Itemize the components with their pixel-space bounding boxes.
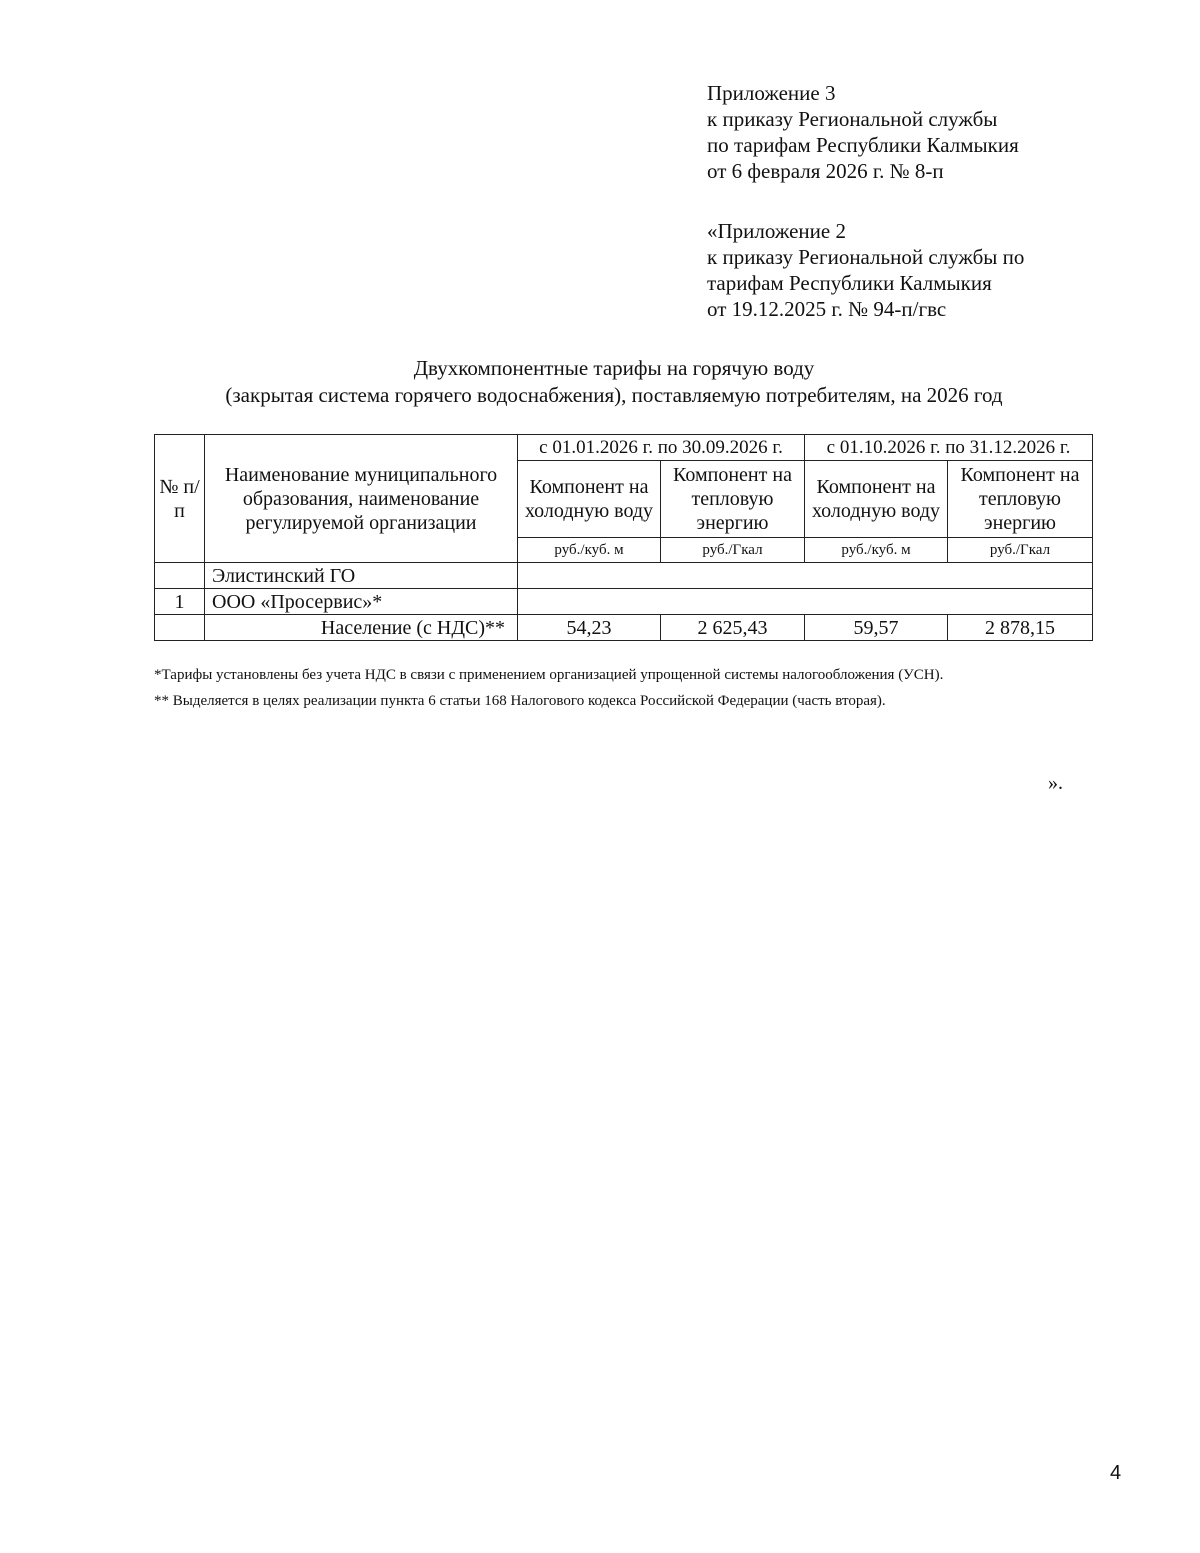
page-number: 4 — [1110, 1462, 1122, 1484]
document-title — [100, 355, 1128, 409]
table-row — [155, 615, 1093, 641]
row-consumer-category: Население (с НДС)** — [205, 615, 518, 641]
header-component-heat-2: Компонент на тепловую энергию — [948, 461, 1093, 538]
footnote-1: *Тарифы установлены без учета НДС в связи с применением организацией упрощенной системы налогообложения (УСН). — [154, 667, 944, 683]
value-heat-period-1: 2 625,43 — [661, 615, 805, 641]
annex-3-line-4: от 6 февраля 2026 г. № 8-п — [707, 159, 944, 183]
annex-2-line-2: к приказу Региональной службы по — [707, 245, 1025, 269]
annex-3-line-3: по тарифам Республики Калмыкия — [707, 133, 1019, 157]
row-number — [155, 563, 205, 589]
value-cold-period-1: 54,23 — [518, 615, 661, 641]
annex-2-header — [707, 218, 1024, 322]
row-empty-values — [518, 563, 1093, 589]
footnote-2: ** Выделяется в целях реализации пункта 6 статьи 168 Налогового кодекса Российской Федерации (часть вторая). — [154, 693, 886, 709]
row-organization-name: ООО «Просервис»* — [205, 589, 518, 615]
table-row — [155, 589, 1093, 615]
annex-2-line-4: от 19.12.2025 г. № 94-п/гвс — [707, 297, 947, 321]
row-number: 1 — [155, 589, 205, 615]
annex-3-header — [707, 80, 1019, 184]
closing-quote: ». — [1048, 772, 1063, 794]
row-municipality-name: Элистинский ГО — [205, 563, 518, 589]
value-cold-period-2: 59,57 — [805, 615, 948, 641]
header-number: № п/п — [155, 435, 205, 563]
table-row — [155, 563, 1093, 589]
value-heat-period-2: 2 878,15 — [948, 615, 1093, 641]
header-period-2: с 01.10.2026 г. по 31.12.2026 г. — [805, 435, 1093, 461]
header-period-1: с 01.01.2026 г. по 30.09.2026 г. — [518, 435, 805, 461]
header-component-heat-1: Компонент на тепловую энергию — [661, 461, 805, 538]
header-unit-heat-2: руб./Гкал — [948, 538, 1093, 563]
annex-2-line-3: тарифам Республики Калмыкия — [707, 271, 992, 295]
annex-3-line-2: к приказу Региональной службы — [707, 107, 998, 131]
footnotes — [154, 664, 1120, 716]
header-unit-heat-1: руб./Гкал — [661, 538, 805, 563]
header-component-cold-2: Компонент на холодную воду — [805, 461, 948, 538]
header-unit-cold-2: руб./куб. м — [805, 538, 948, 563]
tariff-table — [154, 434, 1093, 641]
annex-2-line-1: «Приложение 2 — [707, 219, 846, 243]
row-empty-values — [518, 589, 1093, 615]
header-unit-cold-1: руб./куб. м — [518, 538, 661, 563]
header-component-cold-1: Компонент на холодную воду — [518, 461, 661, 538]
header-organization-name: Наименование муниципального образования, наименование регулируемой организации — [205, 435, 518, 563]
title-line-2: (закрытая система горячего водоснабжения), поставляемую потребителям, на 2026 год — [225, 383, 1003, 407]
row-number — [155, 615, 205, 641]
title-line-1: Двухкомпонентные тарифы на горячую воду — [413, 356, 815, 380]
annex-3-line-1: Приложение 3 — [707, 81, 836, 105]
